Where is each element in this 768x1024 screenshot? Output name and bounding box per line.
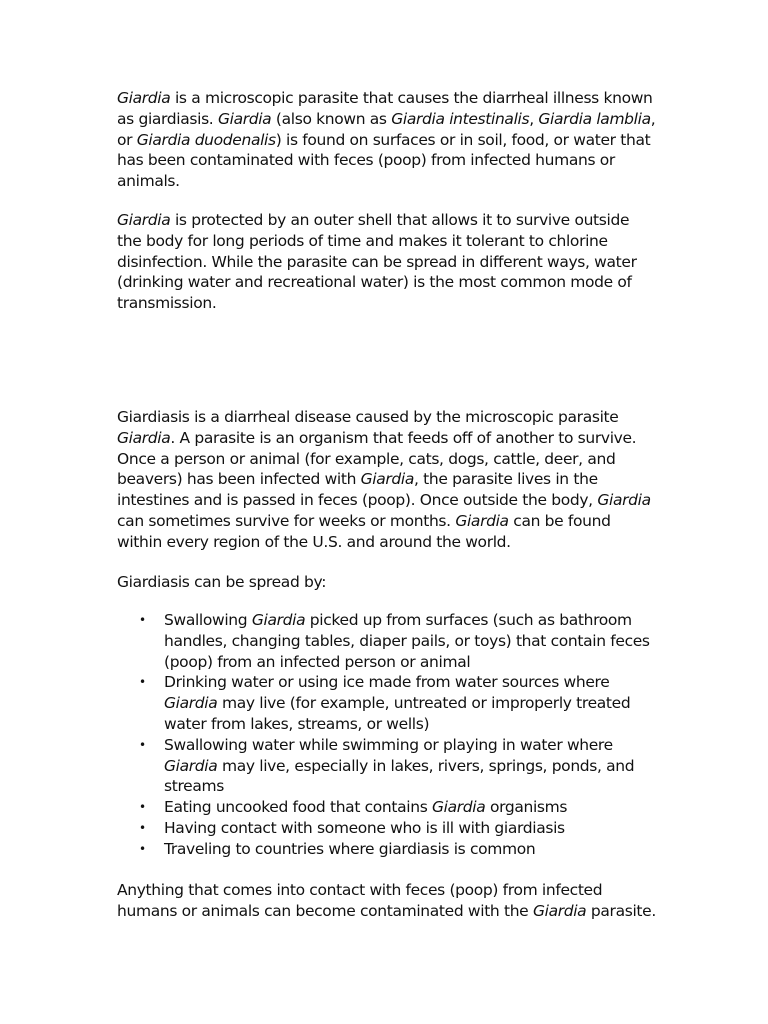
paragraph-giardiasis-definition: Giardiasis is a diarrheal disease caused by the microscopic parasite Giardia. A parasite is an organism that feeds off of another to survive. Once a person or animal (for example, cats, dogs, cattle, deer, and beavers) has been infected with Giardia, the parasite lives in the intestines and is passed in feces (poop). Once outside the body, Giardia can sometimes survive for weeks or months. Giardia can be found within every region of the U.S. and around the world. <box>117 408 651 551</box>
bullet-icon: • <box>139 820 146 835</box>
italic-term: Giardia <box>532 901 587 920</box>
list-item: • Swallowing water while swimming or playing in water where Giardia may live, especially in lakes, rivers, springs, ponds, and streams <box>139 735 635 796</box>
list-item: • Eating uncooked food that contains Giardia organisms <box>139 798 568 817</box>
italic-term: Giardia <box>164 756 218 775</box>
italic-term: Giardia <box>251 611 306 629</box>
italic-term: Giardia <box>117 211 171 229</box>
italic-term: Giardia <box>164 694 218 713</box>
bullet-icon: • <box>139 613 146 627</box>
list-item: • Swallowing Giardia picked up from surfaces (such as bathroom handles, changing tables, diaper pails, or toys) that contain feces (poop) from an infected person or animal <box>139 611 650 671</box>
italic-term: Giardia <box>117 89 171 107</box>
italic-term: Giardia <box>597 491 651 510</box>
bullet-icon: • <box>139 800 146 815</box>
italic-term: Giardia <box>455 511 509 530</box>
italic-term: Giardia <box>360 470 415 489</box>
italic-term: Giardia intestinalis <box>391 109 530 128</box>
italic-term: Giardia <box>117 428 171 447</box>
italic-term: Giardia <box>217 109 272 128</box>
italic-term: Giardia <box>432 798 486 817</box>
bullet-icon: • <box>139 737 146 752</box>
paragraph-giardia-intro: Giardia is a microscopic parasite that causes the diarrheal illness known as giardiasis. Giardia (also known as Giardia intestinalis, Giardia lamblia, or Giardia duodenalis) is found on surfaces or in soil, food, or water that has been contaminated with feces (poop) from infected humans or animals. <box>117 89 656 191</box>
italic-term: Giardia lamblia <box>538 109 651 128</box>
bullet-icon: • <box>139 841 146 856</box>
list-item: • Having contact with someone who is ill with giardiasis <box>139 818 565 837</box>
bullet-icon: • <box>139 675 146 690</box>
italic-term: Giardia duodenalis <box>136 130 276 149</box>
list-item: • Traveling to countries where giardiasis is common <box>139 839 536 858</box>
paragraph-outer-shell: Giardia is protected by an outer shell that allows it to survive outside the body for long periods of time and makes it tolerant to chlorine disinfection. While the parasite can be spread in different ways, water (drinking water and recreational water) is the most common mode of transmission. <box>117 211 637 313</box>
paragraph-contamination: Anything that comes into contact with feces (poop) from infected humans or animals can become contaminated with the Giardia parasite. <box>117 881 656 920</box>
list-item: • Drinking water or using ice made from water sources where Giardia may live (for example, untreated or improperly treated water from lakes, streams, or wells) <box>139 673 631 733</box>
spread-methods-list <box>117 610 657 860</box>
paragraph-spread-intro: Giardiasis can be spread by: <box>117 573 327 591</box>
